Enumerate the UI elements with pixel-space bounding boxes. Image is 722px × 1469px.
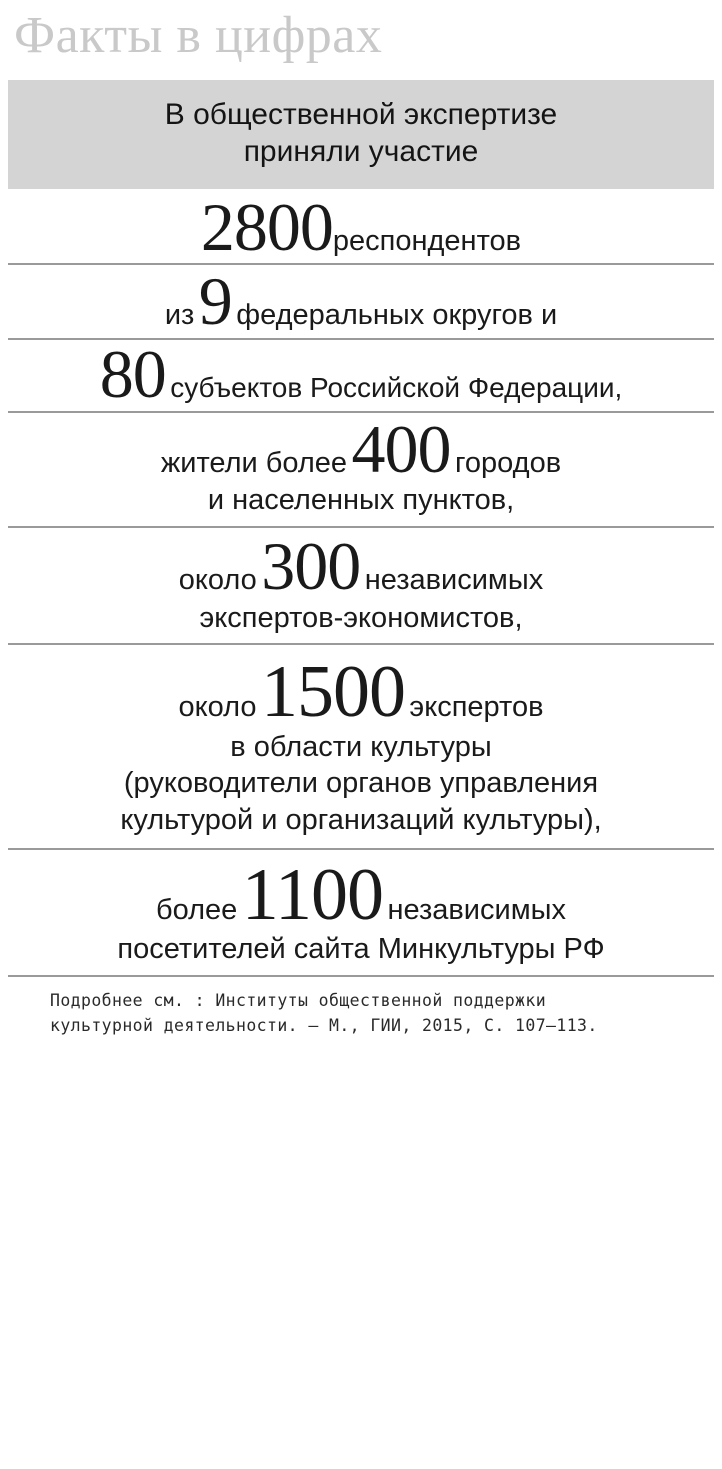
fact-number: 9 bbox=[198, 263, 232, 340]
fact-main-line bbox=[12, 854, 710, 937]
fact-row bbox=[8, 528, 714, 645]
fact-main-line bbox=[12, 527, 710, 604]
fact-main-line bbox=[12, 651, 710, 734]
fact-extra-line-2: (руководители органов управления bbox=[123, 767, 599, 800]
fact-extra-line: в области культуры bbox=[230, 730, 492, 763]
fact-extra-line: посетителей сайта Минкультуры РФ bbox=[117, 933, 605, 966]
fact-main-line bbox=[12, 335, 710, 412]
fact-pre-text: более bbox=[156, 894, 238, 927]
subtitle-band bbox=[8, 80, 714, 189]
fact-row bbox=[8, 645, 714, 850]
fact-post-text: экспертов bbox=[409, 691, 544, 724]
page-title: Факты в цифрах bbox=[14, 7, 383, 64]
fact-number: 1100 bbox=[241, 854, 383, 937]
fact-pre-text: из bbox=[164, 299, 195, 332]
fact-number: 300 bbox=[261, 527, 361, 604]
fact-extra-line: экспертов-экономистов, bbox=[199, 601, 523, 634]
subtitle-line-1: В общественной экспертизе bbox=[164, 97, 558, 131]
fact-row bbox=[8, 410, 714, 528]
fact-pre-text: около bbox=[178, 563, 257, 596]
fact-extra-line: и населенных пунктов, bbox=[207, 484, 515, 517]
fact-number: 400 bbox=[351, 410, 451, 487]
fact-post-text: независимых bbox=[387, 894, 566, 927]
source-note bbox=[50, 989, 714, 1039]
fact-main-line bbox=[12, 188, 710, 265]
fact-post-text: субъектов Российской Федерации, bbox=[170, 371, 623, 403]
subtitle-line-2: приняли участие bbox=[243, 135, 479, 169]
fact-pre-text: жители более bbox=[160, 446, 348, 479]
fact-number: 2800 bbox=[200, 188, 333, 265]
fact-main-line bbox=[12, 410, 710, 487]
fact-number: 1500 bbox=[260, 651, 405, 734]
source-note-line-1: Подробнее см. : Институты общественной поддержки bbox=[50, 991, 547, 1011]
fact-post-text: респондентов bbox=[332, 224, 522, 257]
fact-row bbox=[8, 265, 714, 340]
fact-post-text: независимых bbox=[364, 563, 544, 596]
facts-list bbox=[8, 189, 714, 977]
fact-row bbox=[8, 850, 714, 977]
fact-post-text: городов bbox=[454, 446, 562, 479]
source-note-line-2: культурной деятельности. – М., ГИИ, 2015, С. 107–113. bbox=[50, 1015, 598, 1035]
fact-row bbox=[8, 189, 714, 266]
fact-pre-text: около bbox=[178, 691, 257, 724]
fact-extra-line-3: культурой и организаций культуры), bbox=[120, 804, 602, 837]
fact-main-line bbox=[12, 263, 710, 340]
fact-post-text: федеральных округов и bbox=[236, 299, 558, 332]
fact-row bbox=[8, 335, 714, 413]
fact-number: 80 bbox=[99, 335, 166, 412]
